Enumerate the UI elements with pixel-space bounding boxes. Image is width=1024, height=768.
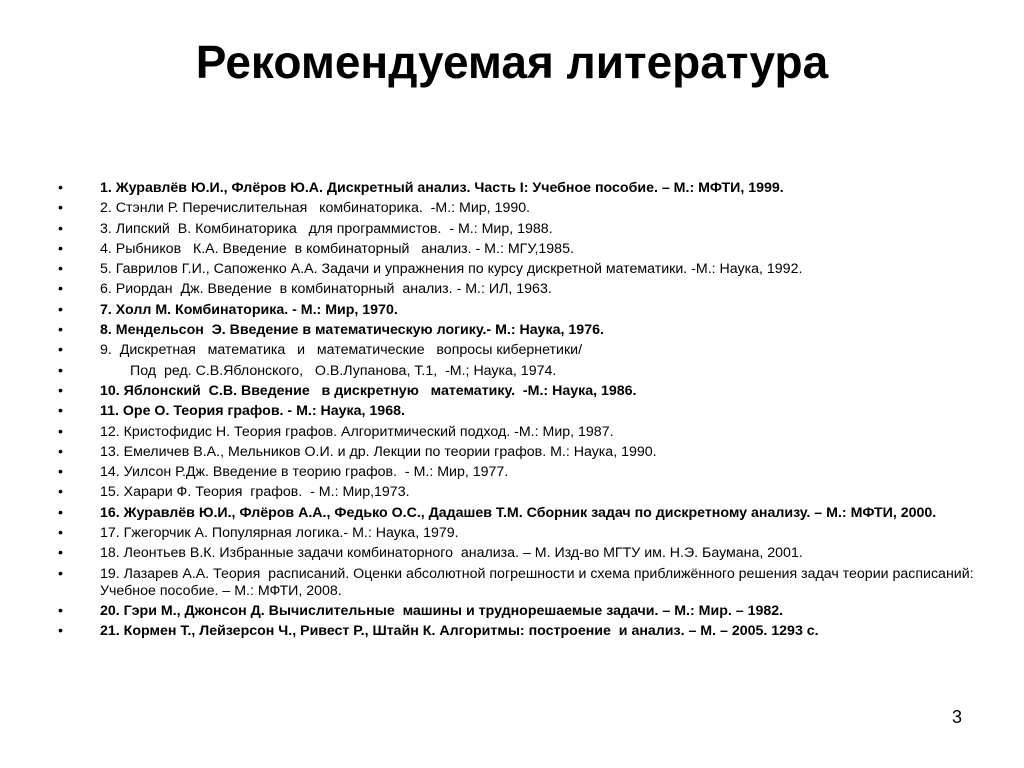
reference-text: 21. Кормен Т., Лейзерсон Ч., Ривест Р., Штайн К. Алгоритмы: построение и анализ. – М. – 2005. 1293 с. [100,623,819,640]
reference-text: 3. Липский В. Комбинаторика для программистов. - М.: Мир, 1988. [100,220,553,237]
bullet-icon: • [58,322,63,339]
reference-text: 6. Риордан Дж. Введение в комбинаторный анализ. - М.: ИЛ, 1963. [100,281,552,298]
reference-item [58,261,978,278]
reference-text: 19. Лазарев А.А. Теория расписаний. Оценки абсолютной погрешности и схема приближённого решения задач теории расписаний: Учебное пособие. – М.: МФТИ, 2008. [100,565,978,599]
reference-item [58,221,978,238]
bullet-icon: • [58,362,63,379]
reference-item [58,302,978,319]
reference-item [58,403,978,420]
reference-text: 1. Журавлёв Ю.И., Флёров Ю.А. Дискретный анализ. Часть I: Учебное пособие. – М.: МФТИ, 1999. [100,180,784,196]
reference-item [58,566,978,600]
reference-item [58,342,978,359]
bullet-icon: • [58,525,63,542]
reference-text: 12. Кристофидис Н. Теория графов. Алгоритмический подход. -М.: Мир, 1987. [100,423,614,440]
reference-text: 13. Емеличев В.А., Мельников О.И. и др. Лекции по теории графов. М.: Наука, 1990. [100,443,657,460]
reference-item [58,424,978,441]
bullet-icon: • [58,565,63,582]
bullet-icon: • [58,403,63,420]
reference-text: 17. Гжегорчик А. Популярная логика.- М.: Наука, 1979. [100,525,459,542]
reference-item [58,505,978,522]
reference-text: 2. Стэнли Р. Перечислительная комбинаторика. -М.: Мир, 1990. [100,200,531,217]
bullet-icon: • [58,261,63,278]
reference-text: 5. Гаврилов Г.И., Сапоженко А.А. Задачи и упражнения по курсу дискретной математики. -М.: Наука, 1992. [100,261,803,278]
reference-item [58,241,978,258]
bullet-icon: • [58,464,63,481]
bullet-icon: • [58,423,63,440]
bullet-icon: • [58,602,63,619]
bullet-icon: • [58,301,63,318]
bullet-icon: • [58,342,63,359]
reference-text: 11. Оре О. Теория графов. - М.: Наука, 1968. [100,403,405,420]
reference-item [58,603,978,620]
reference-text: 20. Гэри М., Джонсон Д. Вычислительные машины и труднорешаемые задачи. – М.: Мир. – 1982. [100,602,784,619]
bullet-icon: • [58,443,63,460]
reference-text: 18. Леонтьев В.К. Избранные задачи комбинаторного анализа. – М. Изд-во МГТУ им. Н.Э. Баумана, 2001. [100,545,803,562]
reference-item [58,484,978,501]
bullet-icon: • [58,281,63,298]
reference-text: 14. Уилсон Р.Дж. Введение в теорию графов. - М.: Мир, 1977. [100,464,509,481]
reference-item [58,464,978,481]
reference-item [58,383,978,400]
bullet-icon: • [58,623,63,640]
reference-item [58,180,978,197]
reference-item [58,623,978,640]
reference-text: 9. Дискретная математика и математические вопросы кибернетики/ [100,342,583,359]
bullet-icon: • [58,545,63,562]
reference-item [58,363,978,380]
bullet-icon: • [58,484,63,501]
reference-list [58,180,978,644]
reference-text: 4. Рыбников К.А. Введение в комбинаторный анализ. - М.: МГУ,1985. [100,240,574,257]
reference-text: 10. Яблонский С.В. Введение в дискретную математику. -М.: Наука, 1986. [100,382,637,399]
reference-text: 8. Мендельсон Э. Введение в математическую логику.- М.: Наука, 1976. [100,322,604,339]
page-number: 3 [951,707,962,727]
reference-item [58,444,978,461]
bullet-icon: • [58,220,63,237]
reference-item [58,322,978,339]
bullet-icon: • [58,180,63,196]
reference-item [58,545,978,562]
reference-item [58,200,978,217]
reference-text: 7. Холл М. Комбинаторика. - М.: Мир, 1970. [100,301,398,318]
reference-text: 16. Журавлёв Ю.И., Флёров А.А., Федько О.С., Дадашев Т.М. Сборник задач по дискретному анализу. – М.: МФТИ, 2000. [100,504,937,521]
bullet-icon: • [58,382,63,399]
bullet-icon: • [58,200,63,217]
bullet-icon: • [58,504,63,521]
reference-text: 15. Харари Ф. Теория графов. - М.: Мир,1973. [100,484,410,501]
slide-title: Рекомендуемая литература [195,36,829,88]
reference-text: Под ред. С.В.Яблонского, О.В.Лупанова, Т.1, -М.; Наука, 1974. [130,362,557,379]
reference-item [58,525,978,542]
reference-item [58,281,978,298]
bullet-icon: • [58,240,63,257]
